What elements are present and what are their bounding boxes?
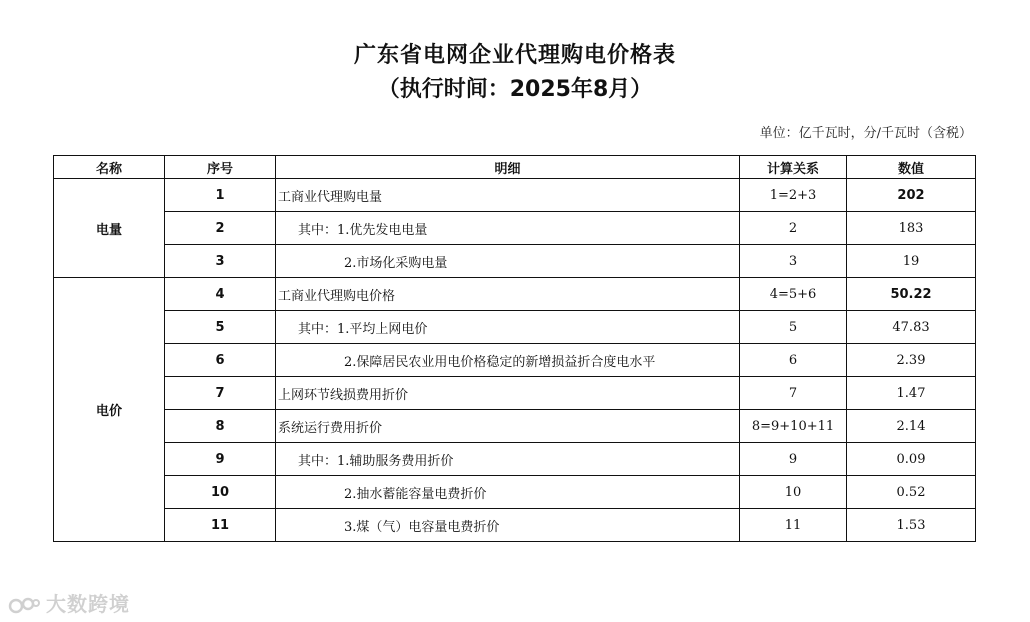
table-row: [54, 311, 976, 344]
detail-cell: 3.煤（气）电容量电费折价: [276, 509, 740, 542]
detail-cell: 上网环节线损费用折价: [276, 377, 740, 410]
relation-cell: 7: [740, 377, 847, 410]
detail-cell: 工商业代理购电价格: [276, 278, 740, 311]
seq-cell: 3: [165, 245, 276, 278]
relation-cell: 10: [740, 476, 847, 509]
relation-cell: 8=9+10+11: [740, 410, 847, 443]
value-cell: 2.14: [847, 410, 976, 443]
table-row: [54, 443, 976, 476]
value-cell: 47.83: [847, 311, 976, 344]
table-row: [54, 344, 976, 377]
header-relation: 计算关系: [740, 156, 847, 179]
relation-cell: 3: [740, 245, 847, 278]
table-row: [54, 179, 976, 212]
table-row: [54, 278, 976, 311]
seq-cell: 9: [165, 443, 276, 476]
watermark-logo-icon: [8, 595, 42, 617]
table-body: [54, 179, 976, 542]
value-cell: 202: [847, 179, 976, 212]
detail-cell: 2.市场化采购电量: [276, 245, 740, 278]
value-cell: 19: [847, 245, 976, 278]
detail-cell: 系统运行费用折价: [276, 410, 740, 443]
group-name-cell: 电价: [54, 278, 165, 542]
detail-cell: 其中：1.辅助服务费用折价: [276, 443, 740, 476]
seq-cell: 11: [165, 509, 276, 542]
detail-cell: 其中：1.平均上网电价: [276, 311, 740, 344]
group-name-cell: 电量: [54, 179, 165, 278]
detail-cell: 工商业代理购电量: [276, 179, 740, 212]
value-cell: 1.53: [847, 509, 976, 542]
seq-cell: 8: [165, 410, 276, 443]
relation-cell: 6: [740, 344, 847, 377]
table-row: [54, 377, 976, 410]
detail-cell: 其中：1.优先发电电量: [276, 212, 740, 245]
page-subtitle: （执行时间：2025年8月）: [377, 77, 653, 102]
relation-cell: 4=5+6: [740, 278, 847, 311]
relation-cell: 5: [740, 311, 847, 344]
price-table: [53, 155, 976, 542]
table-row: [54, 476, 976, 509]
watermark: [8, 588, 130, 617]
detail-cell: 2.抽水蓄能容量电费折价: [276, 476, 740, 509]
header-value: 数值: [847, 156, 976, 179]
value-cell: 183: [847, 212, 976, 245]
seq-cell: 1: [165, 179, 276, 212]
table-row: [54, 212, 976, 245]
relation-cell: 2: [740, 212, 847, 245]
seq-cell: 5: [165, 311, 276, 344]
header-seq: 序号: [165, 156, 276, 179]
detail-cell: 2.保障居民农业用电价格稳定的新增损益折合度电水平: [276, 344, 740, 377]
relation-cell: 1=2+3: [740, 179, 847, 212]
seq-cell: 2: [165, 212, 276, 245]
value-cell: 0.52: [847, 476, 976, 509]
watermark-text: 大数跨境: [46, 592, 130, 616]
value-cell: 0.09: [847, 443, 976, 476]
seq-cell: 10: [165, 476, 276, 509]
header-name: 名称: [54, 156, 165, 179]
page-title: 广东省电网企业代理购电价格表: [353, 43, 676, 68]
table-row: [54, 509, 976, 542]
relation-cell: 11: [740, 509, 847, 542]
value-cell: 1.47: [847, 377, 976, 410]
table-row: [54, 410, 976, 443]
relation-cell: 9: [740, 443, 847, 476]
table-header-row: [54, 156, 976, 179]
value-cell: 2.39: [847, 344, 976, 377]
header-detail: 明细: [276, 156, 740, 179]
unit-note: 单位：亿千瓦时，分/千瓦时（含税）: [759, 126, 972, 141]
seq-cell: 6: [165, 344, 276, 377]
value-cell: 50.22: [847, 278, 976, 311]
seq-cell: 7: [165, 377, 276, 410]
seq-cell: 4: [165, 278, 276, 311]
table-row: [54, 245, 976, 278]
